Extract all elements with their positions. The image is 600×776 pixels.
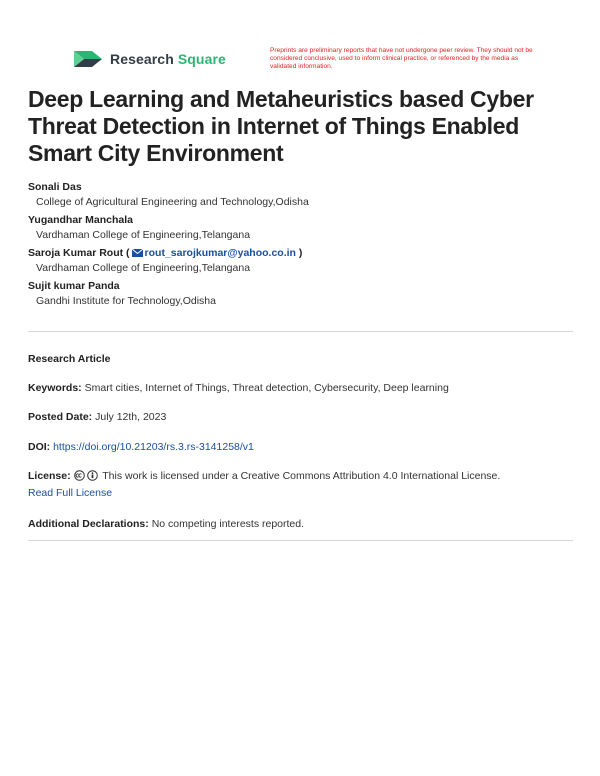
divider — [28, 331, 573, 332]
author-name: Yugandhar Manchala — [28, 214, 134, 226]
doi-link[interactable]: https://doi.org/10.21203/rs.3.rs-3141258/v1 — [53, 441, 254, 453]
author-name: Sonali Das — [28, 181, 82, 193]
author-name: Sujit kumar Panda — [28, 280, 120, 292]
read-full-license-link[interactable]: Read Full License — [28, 487, 113, 499]
posted-date — [28, 409, 576, 426]
author-entry — [28, 246, 576, 276]
by-icon — [87, 470, 98, 481]
envelope-icon — [132, 249, 143, 257]
posted-date-label: Posted Date: — [28, 411, 93, 423]
declarations-label: Additional Declarations: — [28, 518, 149, 530]
email-paren-open: ( — [126, 247, 130, 259]
preprint-notice: Preprints are preliminary reports that have not undergone peer review. They should not be considered conclusive, used to inform clinical practice, or referenced by the media as validated information. — [270, 47, 533, 70]
keywords-value: Smart cities, Internet of Things, Threat detection, Cybersecurity, Deep learning — [84, 382, 449, 394]
keywords — [28, 380, 576, 397]
license-text: This work is licensed under a Creative Commons Attribution 4.0 International License. — [102, 470, 501, 482]
research-square-logo[interactable] — [74, 48, 226, 70]
divider — [28, 540, 573, 541]
corresponding-author — [28, 246, 576, 261]
author-affiliation: Vardhaman College of Engineering,Telangana — [36, 229, 251, 241]
article-type: Research Article — [28, 353, 111, 365]
author-list — [28, 180, 576, 312]
doi — [28, 439, 576, 456]
cc-icon — [74, 470, 85, 481]
license — [28, 468, 576, 502]
page-header — [74, 48, 544, 78]
paper-title: Deep Learning and Metaheuristics based Cyber Threat Detection in Internet of Things Enabled Smart City Environment — [28, 86, 534, 166]
author-entry — [28, 213, 576, 243]
license-label: License: — [28, 470, 71, 482]
additional-declarations — [28, 516, 576, 533]
author-email-link[interactable]: rout_sarojkumar@yahoo.co.in — [144, 247, 296, 259]
author-name: Saroja Kumar Rout — [28, 247, 124, 259]
author-affiliation: Gandhi Institute for Technology,Odisha — [36, 295, 216, 307]
author-entry — [28, 180, 576, 210]
brand-name: Research Square — [110, 51, 226, 67]
doi-label: DOI: — [28, 441, 51, 453]
email-paren-close: ) — [295, 247, 303, 259]
research-square-logo-icon — [74, 48, 102, 70]
posted-date-value: July 12th, 2023 — [95, 411, 167, 423]
author-entry — [28, 279, 576, 309]
author-affiliation: Vardhaman College of Engineering,Telangana — [36, 262, 251, 274]
author-affiliation: College of Agricultural Engineering and Technology,Odisha — [36, 196, 309, 208]
keywords-label: Keywords: — [28, 382, 82, 394]
declarations-value: No competing interests reported. — [151, 518, 305, 530]
